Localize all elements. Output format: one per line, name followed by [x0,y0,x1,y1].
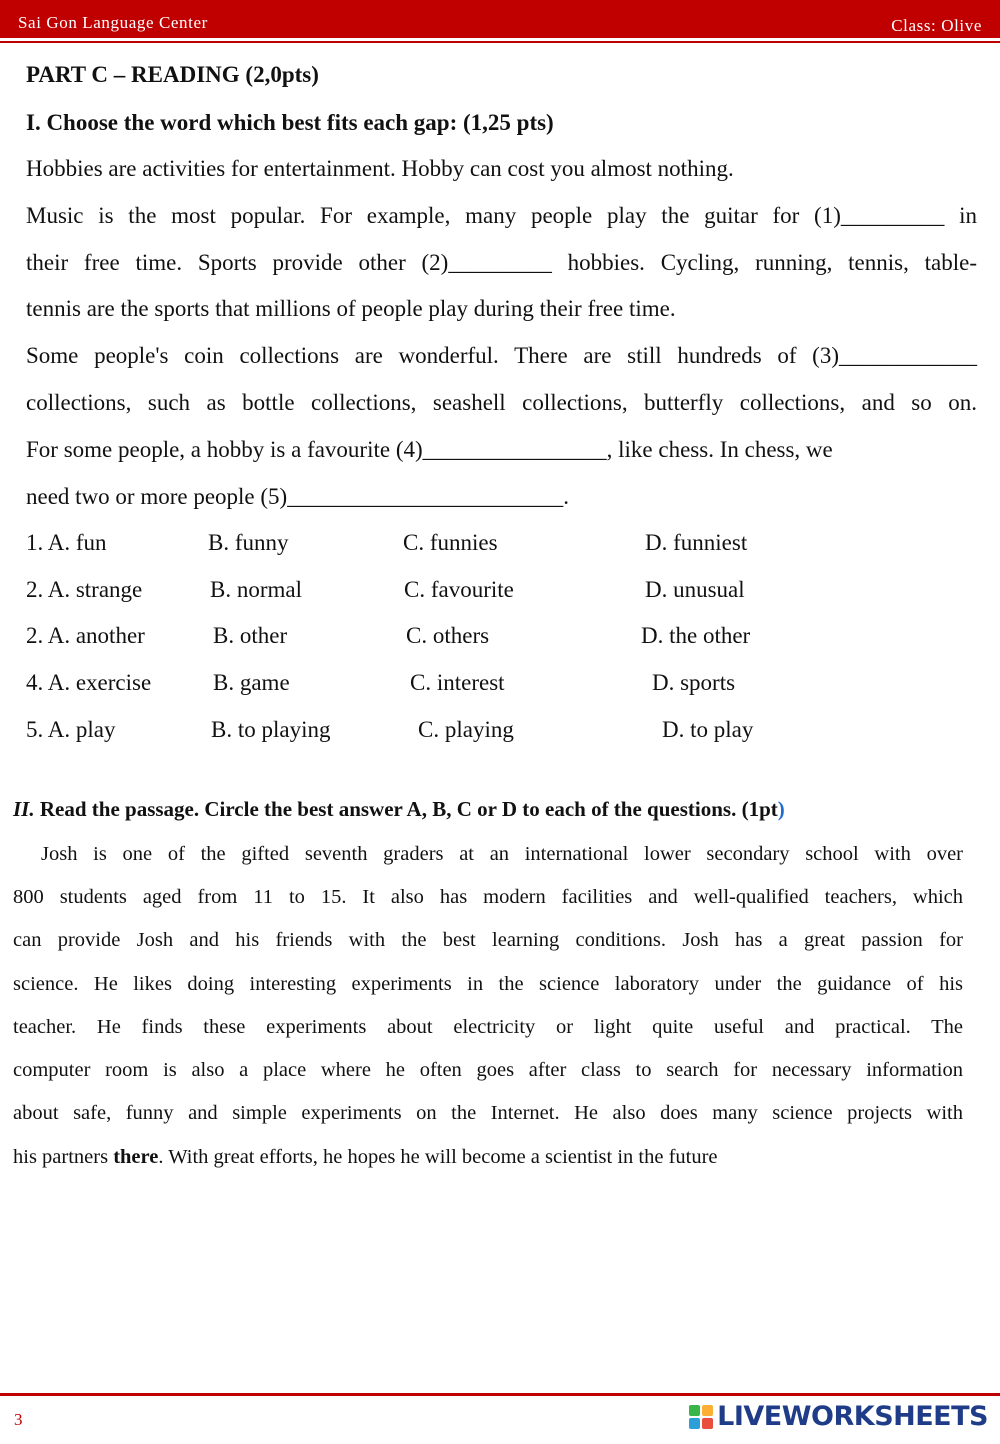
passage2-line: computer room is also a place where he often goes after class to search for necessary information [13,1059,963,1081]
keyword-there: there [113,1146,159,1168]
passage1-line: tennis are the sports that millions of people play during their free time. [26,296,676,321]
option-c[interactable]: C. playing [418,717,514,742]
footer-divider [0,1393,1000,1396]
option-a[interactable]: 5. A. play [26,717,116,742]
logo-text: LIVEWORKSHEETS [717,1401,988,1432]
option-d[interactable]: D. to play [662,717,754,742]
passage2-line: Josh is one of the gifted seventh graders at an international lower secondary school with over [41,843,963,865]
option-d[interactable]: D. sports [652,670,736,695]
last-line-start: his partners [13,1146,114,1168]
passage2-line: teacher. He finds these experiments about electricity or light quite useful and practical. The [13,1016,963,1038]
last-line-end: . With great efforts, he hopes he will become a scientist in the future [158,1146,718,1168]
option-a[interactable]: 2. A. another [26,623,145,648]
passage2-line [13,1146,963,1169]
passage1-line: their free time. Sports provide other (2)_________ hobbies. Cycling, running, tennis, table- [26,250,977,275]
passage1-line: Some people's coin collections are wonderful. There are still hundreds of (3)____________ [26,343,977,368]
option-c[interactable]: C. others [406,623,490,648]
option-b[interactable]: B. funny [208,530,289,555]
passage1-line: need two or more people (5)________________________. [26,484,569,509]
option-d[interactable]: D. the other [641,623,751,648]
section1-title: I. Choose the word which best fits each gap: (1,25 pts) [26,110,554,135]
option-d[interactable]: D. funniest [645,530,748,555]
liveworksheets-logo[interactable] [689,1401,988,1432]
passage2-line: about safe, funny and simple experiments on the Internet. He also does many science projects with [13,1102,963,1124]
option-b[interactable]: B. game [213,670,290,695]
liveworksheets-logo-icon [689,1405,713,1429]
page-number: 3 [14,1410,23,1429]
section2-numeral: II. [13,797,35,821]
header-divider [0,41,1000,43]
passage1-line: For some people, a hobby is a favourite (4)________________, like chess. In chess, we [26,437,833,462]
passage2-line: 800 students aged from 11 to 15. It also has modern facilities and well-qualified teachers, which [13,886,963,908]
section2-title-text: Read the passage. Circle the best answer A, B, C or D to each of the questions. (1pt [39,797,778,821]
section2-close-paren: ) [777,797,785,821]
passage1-line: collections, such as bottle collections, seashell collections, butterfly collections, and so on. [26,390,977,415]
option-a[interactable]: 1. A. fun [26,530,107,555]
header-bar [0,0,1000,38]
option-b[interactable]: B. normal [210,577,302,602]
option-a[interactable]: 4. A. exercise [26,670,152,695]
passage2-line: can provide Josh and his friends with the best learning conditions. Josh has a great passion for [13,929,963,951]
option-a[interactable]: 2. A. strange [26,577,143,602]
option-b[interactable]: B. to playing [211,717,331,742]
part-title: PART C – READING (2,0pts) [26,62,319,87]
option-c[interactable]: C. interest [410,670,505,695]
passage1-line: Hobbies are activities for entertainment. Hobby can cost you almost nothing. [26,156,734,181]
center-name: Sai Gon Language Center [18,13,208,32]
passage2-line: science. He likes doing interesting experiments in the science laboratory under the guidance of his [13,973,963,995]
passage1-line: Music is the most popular. For example, many people play the guitar for (1)_________ in [26,203,977,228]
section2-title [13,797,785,822]
option-c[interactable]: C. favourite [404,577,514,602]
class-label: Class: Olive [891,16,982,35]
option-d[interactable]: D. unusual [645,577,745,602]
option-c[interactable]: C. funnies [403,530,498,555]
option-b[interactable]: B. other [213,623,288,648]
